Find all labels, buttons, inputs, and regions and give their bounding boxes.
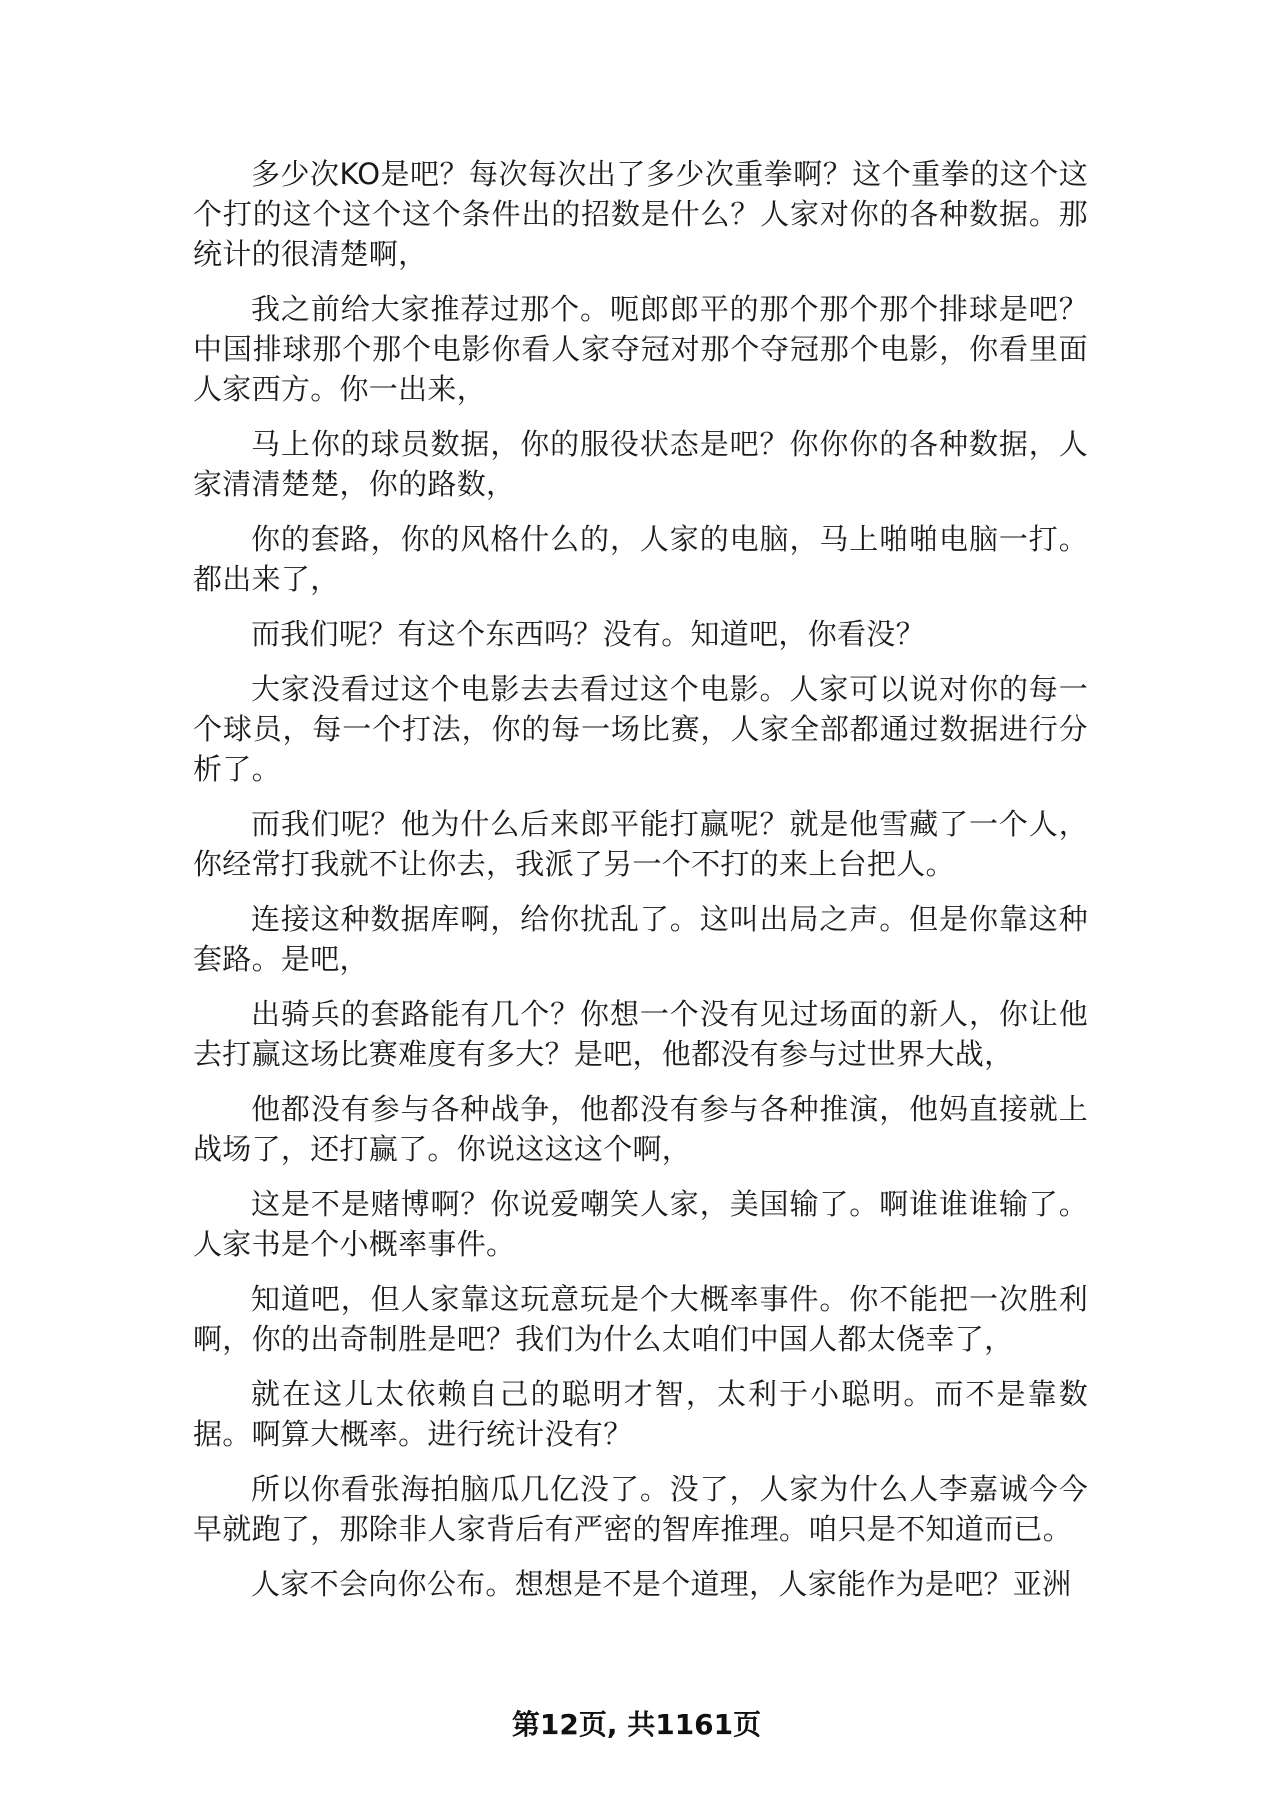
paragraph: 多少次KO是吧？每次每次出了多少次重拳啊？这个重拳的这个这个打的这个这个这个条件出的招数是什么？人家对你的各种数据。那统计的很清楚啊， [193,157,1088,271]
paragraph: 而我们呢？他为什么后来郎平能打赢呢？就是他雪藏了一个人，你经常打我就不让你去，我派了另一个不打的来上台把人。 [193,807,1088,881]
paragraph: 他都没有参与各种战争，他都没有参与各种推演，他妈直接就上战场了，还打赢了。你说这这这个啊， [193,1092,1088,1166]
document-body [193,154,1088,1619]
paragraph: 这是不是赌博啊？你说爱嘲笑人家，美国输了。啊谁谁谁输了。人家书是个小概率事件。 [193,1187,1088,1261]
paragraph: 知道吧，但人家靠这玩意玩是个大概率事件。你不能把一次胜利啊，你的出奇制胜是吧？我们为什么太咱们中国人都太侥幸了， [193,1282,1088,1356]
paragraph: 所以你看张海拍脑瓜几亿没了。没了，人家为什么人李嘉诚今今早就跑了，那除非人家背后有严密的智库推理。咱只是不知道而已。 [193,1472,1088,1546]
paragraph: 我之前给大家推荐过那个。呃郎郎平的那个那个那个排球是吧？中国排球那个那个电影你看人家夺冠对那个夺冠那个电影，你看里面人家西方。你一出来， [193,292,1088,406]
paragraph: 大家没看过这个电影去去看过这个电影。人家可以说对你的每一个球员，每一个打法，你的每一场比赛，人家全部都通过数据进行分析了。 [193,672,1088,786]
paragraph: 马上你的球员数据，你的服役状态是吧？你你你的各种数据，人家清清楚楚，你的路数， [193,427,1088,501]
paragraph: 就在这儿太依赖自己的聪明才智，太利于小聪明。而不是靠数据。啊算大概率。进行统计没有？ [193,1377,1088,1451]
paragraph: 连接这种数据库啊，给你扰乱了。这叫出局之声。但是你靠这种套路。是吧， [193,902,1088,976]
paragraph: 人家不会向你公布。想想是不是个道理，人家能作为是吧？亚洲 [251,1567,1072,1601]
paragraph: 而我们呢？有这个东西吗？没有。知道吧，你看没？ [251,617,925,651]
page-number-footer: 第12页, 共1161页 [511,1708,762,1741]
paragraph: 出骑兵的套路能有几个？你想一个没有见过场面的新人，你让他去打赢这场比赛难度有多大？是吧，他都没有参与过世界大战， [193,997,1088,1071]
paragraph: 你的套路，你的风格什么的，人家的电脑，马上啪啪电脑一打。都出来了， [193,522,1088,596]
